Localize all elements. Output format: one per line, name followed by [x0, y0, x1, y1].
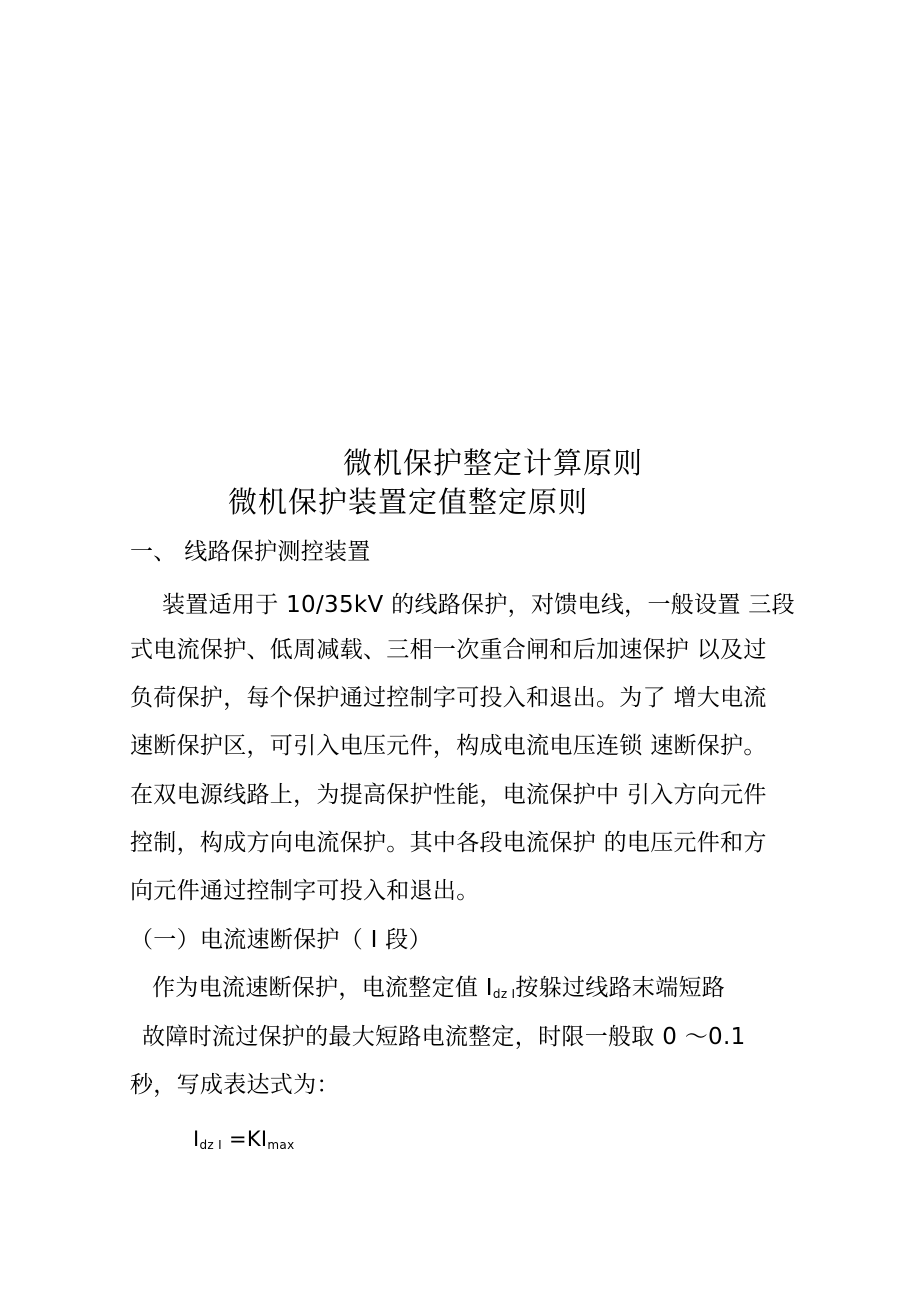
formula-rhs: =KI — [221, 1127, 268, 1151]
paragraph-line: 秒，写成表达式为： — [130, 1072, 340, 1098]
formula — [193, 1124, 294, 1160]
paragraph-line: 向元件通过控制字可投入和退出。 — [130, 878, 480, 904]
subsection-heading: （一）电流速断保护（ Ⅰ 段） — [130, 927, 432, 953]
paragraph-line: 负荷保护，每个保护通过控制字可投入和退出。为了 增大电流 — [130, 685, 767, 711]
subscript: dz Ⅰ — [492, 987, 516, 1001]
formula-rhs-subscript: max — [267, 1138, 295, 1152]
paragraph-line: 装置适用于 10/35kV 的线路保护，对馈电线，一般设置 三段 — [162, 592, 795, 618]
paragraph-line — [152, 973, 725, 1009]
paragraph-line: 速断保护区，可引入电压元件，构成电流电压连锁 速断保护。 — [130, 733, 767, 759]
formula-lhs-subscript: dz Ⅰ — [199, 1138, 222, 1152]
paragraph-line: 式电流保护、低周减载、三相一次重合闸和后加速保护 以及过 — [130, 637, 767, 663]
document-subtitle: 微机保护装置定值整定原则 — [228, 485, 589, 519]
formula-lhs: I — [193, 1127, 200, 1151]
paragraph-line: 在双电源线路上，为提高保护性能，电流保护中 引入方向元件 — [130, 782, 767, 808]
paragraph-text: 作为电流速断保护，电流整定值 I — [152, 975, 493, 1001]
section-heading: 一、 线路保护测控装置 — [130, 539, 371, 565]
document-title: 微机保护整定计算原则 — [343, 446, 644, 480]
paragraph-text: 按躲过线路末端短路 — [515, 975, 726, 1001]
paragraph-line: 控制，构成方向电流保护。其中各段电流保护 的电压元件和方 — [130, 830, 767, 856]
paragraph-line: 故障时流过保护的最大短路电流整定，时限一般取 0 ～0.1 — [142, 1024, 746, 1050]
